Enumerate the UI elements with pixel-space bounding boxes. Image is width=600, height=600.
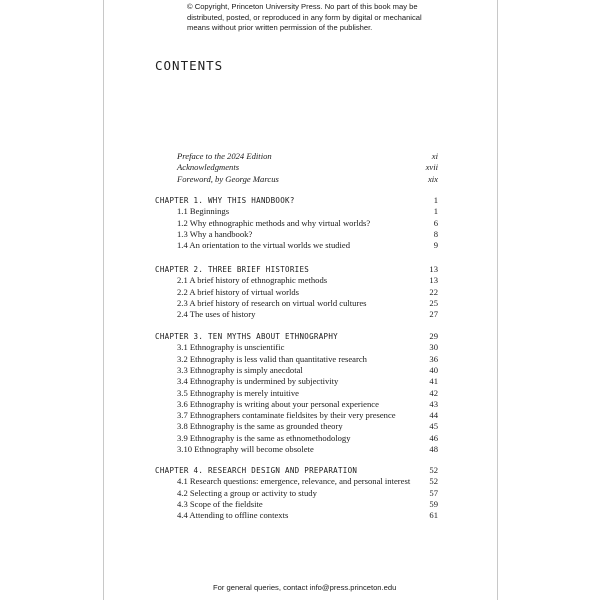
section-entry-page-number: 13 <box>429 275 438 286</box>
chapter-entry-title: CHAPTER 2. THREE BRIEF HISTORIES <box>155 265 310 274</box>
chapter-entry-page-number: 29 <box>429 331 438 341</box>
chapter-entry <box>155 195 438 206</box>
section-entry-title: 4.2 Selecting a group or activity to study <box>177 487 317 498</box>
section-entry <box>177 287 438 298</box>
chapter-entry-title: CHAPTER 3. TEN MYTHS ABOUT ETHNOGRAPHY <box>155 332 338 341</box>
copyright-line: © Copyright, Princeton University Press. No part of this book may be <box>187 2 418 11</box>
front-matter-entry-title: Foreword, by George Marcus <box>177 173 279 184</box>
front-matter-entry-page-number: xi <box>431 151 438 161</box>
section-entry-page-number: 25 <box>429 297 438 308</box>
section-entry <box>177 488 438 499</box>
section-entry-title: 3.1 Ethnography is unscientific <box>177 342 285 353</box>
section-entry-title: 2.1 A brief history of ethnographic methods <box>177 275 328 286</box>
front-matter-entry <box>177 174 438 185</box>
section-entry-page-number: 30 <box>429 342 438 353</box>
front-matter-entry-page-number: xvii <box>425 162 438 173</box>
copyright-notice <box>187 2 427 34</box>
section-entry-page-number: 41 <box>429 376 438 387</box>
front-matter-entry-title: Acknowledgments <box>177 162 240 173</box>
section-entry-page-number: 46 <box>429 432 438 443</box>
section-entry-title: 3.9 Ethnography is the same as ethnomethodology <box>177 432 351 443</box>
section-entry <box>177 399 438 410</box>
section-entry <box>177 376 438 387</box>
front-matter-entry-title: Preface to the 2024 Edition <box>177 151 272 161</box>
document-page <box>103 0 498 600</box>
section-entry <box>177 388 438 399</box>
section-entry-page-number: 44 <box>429 410 438 421</box>
section-entry <box>177 510 438 521</box>
section-entry <box>177 476 438 487</box>
chapter-entry-page-number: 52 <box>429 465 438 475</box>
section-entry <box>177 499 438 510</box>
section-entry-title: 1.1 Beginnings <box>177 206 230 217</box>
section-entry <box>177 444 438 455</box>
chapter-entry <box>155 465 438 476</box>
section-entry-title: 3.8 Ethnography is the same as grounded theory <box>177 421 343 432</box>
section-entry-title: 2.2 A brief history of virtual worlds <box>177 286 299 297</box>
section-entry-title: 3.7 Ethnographers contaminate fieldsites by their very presence <box>177 410 396 421</box>
section-entry-page-number: 45 <box>429 421 438 432</box>
chapter-entry-title: CHAPTER 4. RESEARCH DESIGN AND PREPARATION <box>155 466 358 475</box>
section-entry-page-number: 48 <box>429 444 438 454</box>
section-entry-page-number: 59 <box>429 498 438 509</box>
section-entry-page-number: 8 <box>433 228 438 239</box>
chapter-entry <box>155 331 438 342</box>
section-entry-page-number: 61 <box>429 510 438 521</box>
section-entry-title: 4.1 Research questions: emergence, relevance, and personal interest <box>177 476 411 487</box>
section-entry-title: 2.3 A brief history of research on virtual world cultures <box>177 297 367 308</box>
section-entry-title: 1.4 An orientation to the virtual worlds we studied <box>177 240 351 251</box>
section-entry-title: 3.10 Ethnography will become obsolete <box>177 444 314 454</box>
section-entry-page-number: 22 <box>429 286 438 297</box>
copyright-line: means without prior written permission of the publisher. <box>187 23 373 32</box>
section-entry <box>177 410 438 421</box>
section-entry <box>177 354 438 365</box>
section-entry-page-number: 6 <box>433 217 438 228</box>
section-entry-title: 3.4 Ethnography is undermined by subjectivity <box>177 376 339 387</box>
front-matter-entry-page-number: xix <box>427 173 438 184</box>
contents-heading: CONTENTS <box>155 58 224 73</box>
section-entry <box>177 298 438 309</box>
section-entry-title: 4.3 Scope of the fieldsite <box>177 498 263 509</box>
section-entry <box>177 421 438 432</box>
front-matter-entry <box>177 151 438 162</box>
section-entry-title: 3.5 Ethnography is merely intuitive <box>177 387 299 398</box>
section-entry <box>177 342 438 353</box>
section-entry <box>177 309 438 320</box>
section-entry <box>177 365 438 376</box>
chapter-entry <box>155 264 438 275</box>
section-entry <box>177 229 438 240</box>
section-entry-title: 1.2 Why ethnographic methods and why virtual worlds? <box>177 217 371 228</box>
section-entry-title: 2.4 The uses of history <box>177 309 256 320</box>
section-entry-title: 3.6 Ethnography is writing about your personal experience <box>177 398 379 409</box>
section-entry-page-number: 42 <box>429 387 438 398</box>
section-entry-title: 1.3 Why a handbook? <box>177 228 253 239</box>
section-entry <box>177 433 438 444</box>
chapter-entry-page-number: 13 <box>429 264 438 274</box>
section-entry-page-number: 43 <box>429 398 438 409</box>
section-entry-page-number: 1 <box>433 206 438 217</box>
section-entry-title: 4.4 Attending to offline contexts <box>177 510 289 521</box>
footer-contact: For general queries, contact info@press.princeton.edu <box>213 583 397 592</box>
section-entry-page-number: 9 <box>433 240 438 251</box>
section-entry <box>177 275 438 286</box>
chapter-entry-page-number: 1 <box>433 195 438 205</box>
section-entry <box>177 240 438 251</box>
section-entry-title: 3.2 Ethnography is less valid than quantitative research <box>177 353 367 364</box>
section-entry-page-number: 40 <box>429 364 438 375</box>
front-matter-entry <box>177 162 438 173</box>
section-entry-page-number: 57 <box>429 487 438 498</box>
section-entry <box>177 206 438 217</box>
section-entry-page-number: 36 <box>429 353 438 364</box>
section-entry-page-number: 27 <box>429 309 438 320</box>
section-entry-page-number: 52 <box>429 476 438 487</box>
chapter-entry-title: CHAPTER 1. WHY THIS HANDBOOK? <box>155 196 295 205</box>
section-entry <box>177 218 438 229</box>
copyright-line: distributed, posted, or reproduced in any form by digital or mechanical <box>187 12 422 22</box>
section-entry-title: 3.3 Ethnography is simply anecdotal <box>177 364 303 375</box>
